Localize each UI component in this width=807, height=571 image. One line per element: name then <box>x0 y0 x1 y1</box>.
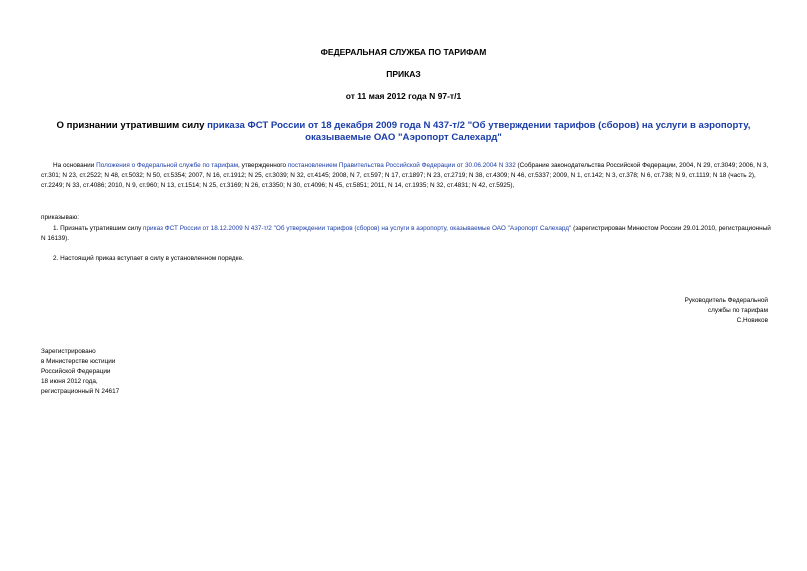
registration-line2: в Министерстве юстиции <box>41 358 116 365</box>
link-order-437[interactable]: приказ ФСТ России от 18.12.2009 N 437-т/2 "Об утверждении тарифов (сборов) на услуги в аэропорту, оказываемые ОАО "Аэропорт Салехард" <box>143 225 572 232</box>
signer-position-line1: Руководитель Федеральной <box>684 297 768 304</box>
agency-heading: ФЕДЕРАЛЬНАЯ СЛУЖБА ПО ТАРИФАМ <box>320 47 487 57</box>
title-link-order-437[interactable]: приказа ФСТ России от 18 декабря 2009 года N 437-т/2 "Об утверждении тарифов (сборов) на услуги в аэропорту, оказываемые ОАО "Аэропорт Салехард" <box>207 120 751 143</box>
registration-line5: регистрационный N 24617 <box>41 388 120 395</box>
document-title <box>40 120 767 144</box>
signer-name: С.Новиков <box>736 317 768 324</box>
registration-line3: Российской Федерации <box>41 368 111 375</box>
item1-text-before: 1. Признать утратившим силу <box>53 225 144 232</box>
signer-position-line2: службы по тарифам <box>707 307 768 314</box>
registration-block <box>41 347 119 397</box>
link-fts-regulation[interactable]: Положения о Федеральной службе по тарифам <box>96 162 239 169</box>
document-type-heading: ПРИКАЗ <box>386 69 421 79</box>
document-date-number: от 11 мая 2012 года N 97-т/1 <box>345 91 462 101</box>
order-item-1 <box>41 224 771 244</box>
title-prefix: О признании утратившим силу <box>56 120 208 131</box>
registration-line4: 18 июня 2012 года, <box>41 378 98 385</box>
link-government-decree-332[interactable]: постановлением Правительства Российской Федерации от 30.06.2004 N 332 <box>287 162 516 169</box>
signer-block <box>685 296 768 326</box>
basis-text-middle: , утвержденного <box>238 162 288 169</box>
order-word: приказываю: <box>41 214 79 221</box>
registration-line1: Зарегистрировано <box>41 348 96 355</box>
basis-text-after: (Собрание законодательства Российской Федерации, 2004, N 29, ст.3049; 2006, N 3, ст.301; N 23, ст.2522; N 48, ст.5032; N 50, ст.5354; 2007, N 16, ст.1912; N 25, ст.3039; N 32, ст.4145; 2008, N 7, ст.597; N 17, ст.1897; N 23, ст.2719; N 38, ст.4309; N 46, ст.5337; 2009, N 1, ст.142; N 3, ст.378; N 6, ст.738; N 9, ст.1119; N 18 (часть 2), ст.2249; N 33, ст.4086; 2010, N 9, ст.960; N 13, ст.1514; N 25, ст.3169; N 26, ст.3350; N 30, ст.4096; N 45, ст.5851; 2011, N 14, ст.1935; N 32, ст.4831; N 42, ст.5925), <box>41 162 769 189</box>
basis-text-before: На основании <box>53 162 97 169</box>
item1-text-after: (зарегистрирован Минюстом России 29.01.2010, регистрационный N 16139). <box>41 225 771 242</box>
basis-paragraph <box>41 161 771 191</box>
order-item-2: 2. Настоящий приказ вступает в силу в установленном порядке. <box>53 255 244 262</box>
